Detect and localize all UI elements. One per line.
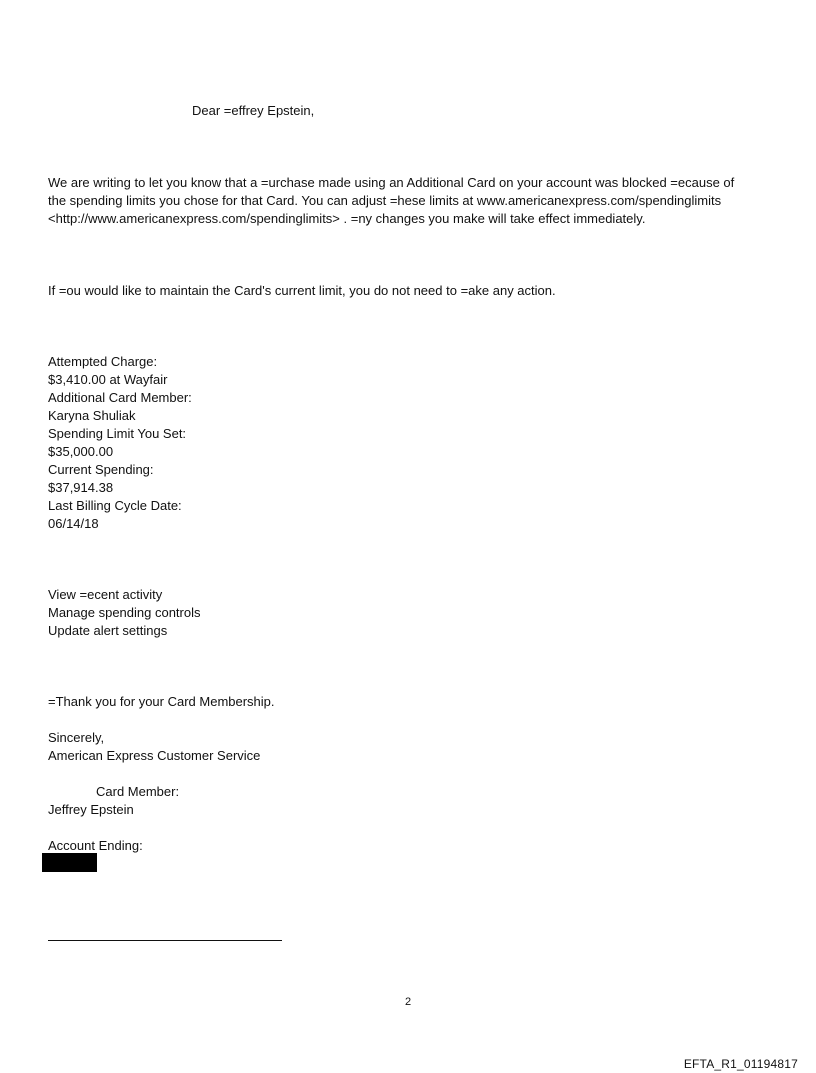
signature-text: American Express Customer Service	[48, 748, 261, 763]
attempted-charge-label: Attempted Charge:	[48, 354, 158, 369]
document-id: EFTA_R1_01194817	[683, 1057, 798, 1071]
intro-line-3: <http://www.americanexpress.com/spendinglimits> . =ny changes you make will take effect immediately.	[48, 211, 646, 226]
closing-text: Sincerely,	[48, 730, 105, 745]
intro-paragraph	[48, 174, 768, 228]
maintain-limit-paragraph: If =ou would like to maintain the Card's current limit, you do not need to =ake any action.	[48, 283, 556, 298]
view-activity-link: View =ecent activity	[48, 587, 163, 602]
spending-limit-label: Spending Limit You Set:	[48, 426, 187, 441]
page-number: 2	[404, 996, 412, 1008]
additional-member-value: Karyna Shuliak	[48, 408, 136, 423]
redaction-box	[42, 853, 97, 872]
card-member-name: Jeffrey Epstein	[48, 802, 134, 817]
intro-line-1: We are writing to let you know that a =urchase made using an Additional Card on your account was blocked =ecause of	[48, 175, 735, 190]
card-member-label: Card Member:	[96, 784, 180, 799]
spending-limit-value: $35,000.00	[48, 444, 114, 459]
closing-block	[48, 729, 260, 765]
last-billing-label: Last Billing Cycle Date:	[48, 498, 182, 513]
action-links	[48, 586, 201, 640]
last-billing-value: 06/14/18	[48, 516, 99, 531]
account-ending-label: Account Ending:	[48, 838, 143, 853]
intro-line-2: the spending limits you chose for that Card. You can adjust =hese limits at www.americanexpress.com/spendinglimits	[48, 193, 722, 208]
attempted-charge-value: $3,410.00 at Wayfair	[48, 372, 168, 387]
update-alerts-link: Update alert settings	[48, 623, 168, 638]
current-spending-value: $37,914.38	[48, 480, 114, 495]
charge-details	[48, 353, 192, 533]
manage-controls-link: Manage spending controls	[48, 605, 201, 620]
thank-you-line: =Thank you for your Card Membership.	[48, 694, 275, 709]
current-spending-label: Current Spending:	[48, 462, 154, 477]
footnote-divider	[48, 940, 282, 941]
additional-member-label: Additional Card Member:	[48, 390, 192, 405]
salutation: Dear =effrey Epstein,	[192, 103, 315, 118]
